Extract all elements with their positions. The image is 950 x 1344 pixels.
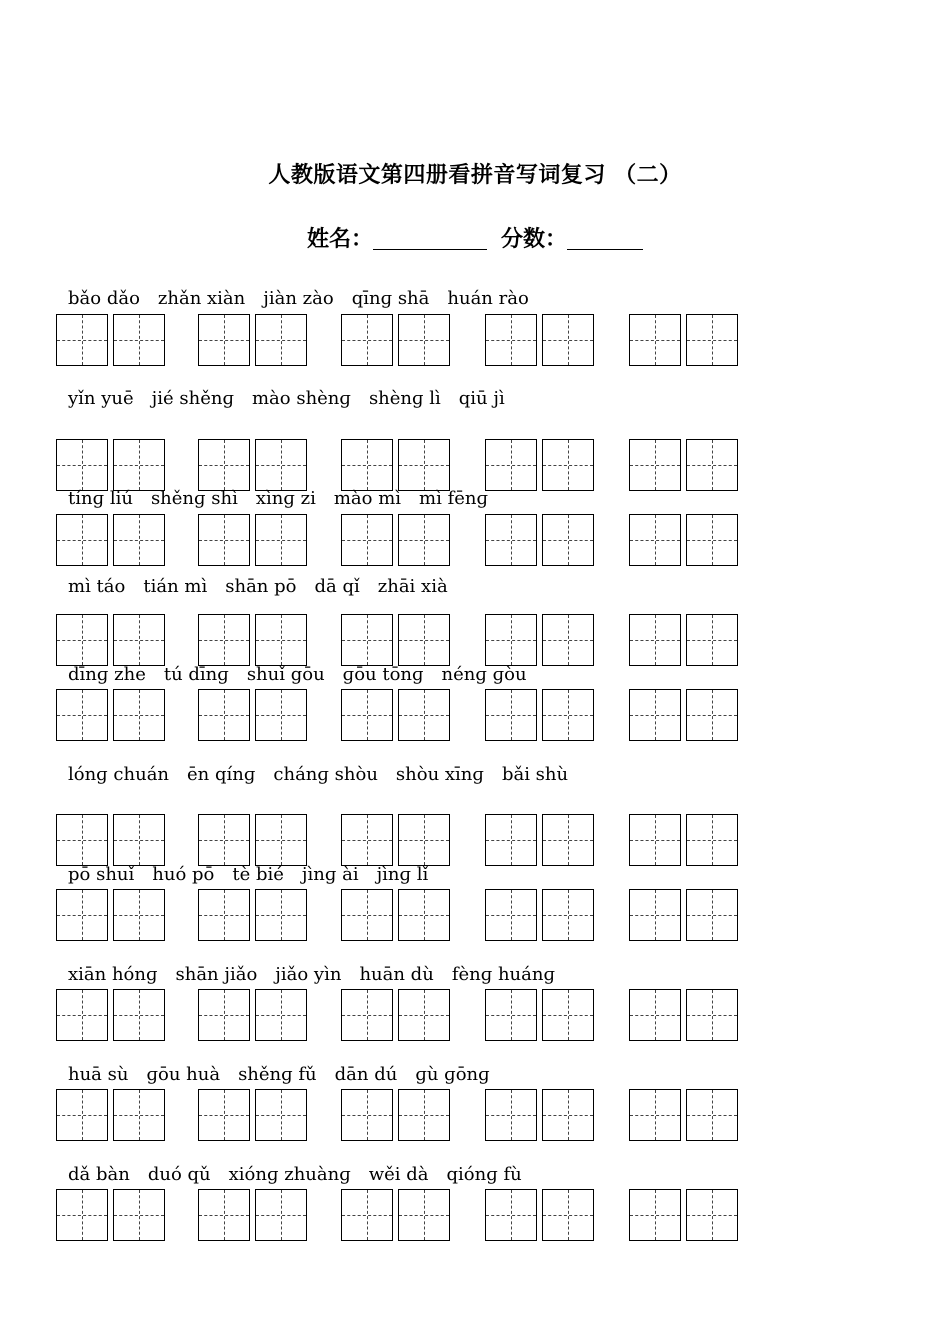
writing-box[interactable] bbox=[542, 314, 594, 366]
pinyin-word: mì táo bbox=[68, 576, 126, 597]
pinyin-word: huán rào bbox=[447, 288, 529, 309]
writing-box[interactable] bbox=[56, 1089, 108, 1141]
pinyin-word: tú dīnɡ bbox=[163, 664, 229, 685]
writing-grid-row bbox=[56, 1089, 746, 1141]
pinyin-line bbox=[68, 1064, 768, 1085]
writing-box[interactable] bbox=[255, 314, 307, 366]
pinyin-word: jìnɡ ài bbox=[301, 864, 359, 885]
writing-grid-row bbox=[56, 689, 746, 741]
page-title: 人教版语文第四册看拼音写词复习 （二） bbox=[268, 162, 682, 188]
pinyin-word: yǐn yuē bbox=[68, 388, 134, 409]
pinyin-word: shān pō bbox=[225, 576, 297, 597]
writing-box[interactable] bbox=[113, 814, 165, 866]
writing-box[interactable] bbox=[56, 989, 108, 1041]
writing-box[interactable] bbox=[398, 889, 450, 941]
writing-box[interactable] bbox=[341, 514, 393, 566]
writing-box[interactable] bbox=[485, 1189, 537, 1241]
writing-box[interactable] bbox=[198, 439, 250, 491]
pinyin-line bbox=[68, 288, 768, 309]
name-blank[interactable] bbox=[373, 227, 487, 250]
writing-box[interactable] bbox=[485, 889, 537, 941]
pinyin-word: shòu xīnɡ bbox=[395, 764, 484, 785]
pinyin-word: bǎo dǎo bbox=[68, 288, 140, 309]
pinyin-word: ēn qínɡ bbox=[187, 764, 256, 785]
writing-box[interactable] bbox=[485, 814, 537, 866]
pinyin-word: shān jiǎo bbox=[175, 964, 258, 985]
writing-box[interactable] bbox=[686, 814, 738, 866]
writing-box[interactable] bbox=[629, 889, 681, 941]
writing-box[interactable] bbox=[686, 689, 738, 741]
writing-box[interactable] bbox=[255, 614, 307, 666]
writing-box[interactable] bbox=[56, 514, 108, 566]
writing-box[interactable] bbox=[542, 614, 594, 666]
pinyin-word: qiū jì bbox=[458, 388, 505, 409]
writing-box[interactable] bbox=[255, 814, 307, 866]
pinyin-word: dīnɡ zhe bbox=[68, 664, 146, 685]
pinyin-word: fènɡ huánɡ bbox=[451, 964, 555, 985]
pinyin-line bbox=[68, 664, 768, 685]
writing-box[interactable] bbox=[686, 889, 738, 941]
pinyin-word: huā sù bbox=[68, 1064, 129, 1085]
writing-box[interactable] bbox=[56, 814, 108, 866]
pinyin-word: ɡōu tōnɡ bbox=[342, 664, 424, 685]
writing-box[interactable] bbox=[542, 439, 594, 491]
pinyin-word: shuǐ gōu bbox=[246, 664, 325, 685]
writing-box[interactable] bbox=[56, 314, 108, 366]
writing-box[interactable] bbox=[113, 689, 165, 741]
writing-box[interactable] bbox=[542, 514, 594, 566]
writing-box[interactable] bbox=[485, 439, 537, 491]
writing-box[interactable] bbox=[341, 1089, 393, 1141]
writing-box[interactable] bbox=[198, 814, 250, 866]
pinyin-line bbox=[68, 488, 768, 509]
writing-box[interactable] bbox=[255, 1189, 307, 1241]
writing-grid-row bbox=[56, 1189, 746, 1241]
writing-box[interactable] bbox=[686, 614, 738, 666]
writing-box[interactable] bbox=[542, 889, 594, 941]
writing-box[interactable] bbox=[113, 614, 165, 666]
writing-box[interactable] bbox=[255, 689, 307, 741]
writing-box[interactable] bbox=[198, 889, 250, 941]
pinyin-word: xìnɡ zi bbox=[255, 488, 316, 509]
pinyin-word: ɡù ɡōnɡ bbox=[415, 1064, 490, 1085]
pinyin-word: jié shěnɡ bbox=[151, 388, 234, 409]
writing-box[interactable] bbox=[341, 889, 393, 941]
pinyin-word: dān dú bbox=[334, 1064, 398, 1085]
score-label: 分数： bbox=[501, 226, 568, 252]
writing-box[interactable] bbox=[686, 1089, 738, 1141]
writing-box[interactable] bbox=[255, 1089, 307, 1141]
writing-box[interactable] bbox=[341, 989, 393, 1041]
writing-box[interactable] bbox=[255, 889, 307, 941]
writing-box[interactable] bbox=[113, 1089, 165, 1141]
pinyin-line bbox=[68, 388, 768, 409]
writing-box[interactable] bbox=[198, 1089, 250, 1141]
writing-box[interactable] bbox=[629, 689, 681, 741]
pinyin-word: xiān hónɡ bbox=[68, 964, 158, 985]
writing-grid-row bbox=[56, 814, 746, 866]
writing-box[interactable] bbox=[56, 439, 108, 491]
writing-grid-row bbox=[56, 314, 746, 366]
pinyin-word: wěi dà bbox=[368, 1164, 429, 1185]
pinyin-word: pō shuǐ bbox=[68, 864, 135, 885]
writing-grid-row bbox=[56, 889, 746, 941]
writing-box[interactable] bbox=[398, 314, 450, 366]
writing-box[interactable] bbox=[629, 314, 681, 366]
pinyin-word: shěnɡ fǔ bbox=[238, 1064, 317, 1085]
writing-box[interactable] bbox=[686, 1189, 738, 1241]
writing-box[interactable] bbox=[255, 989, 307, 1041]
pinyin-line bbox=[68, 764, 768, 785]
writing-box[interactable] bbox=[113, 439, 165, 491]
writing-box[interactable] bbox=[398, 514, 450, 566]
writing-box[interactable] bbox=[398, 439, 450, 491]
writing-box[interactable] bbox=[341, 439, 393, 491]
writing-box[interactable] bbox=[485, 314, 537, 366]
writing-box[interactable] bbox=[398, 989, 450, 1041]
writing-box[interactable] bbox=[56, 614, 108, 666]
writing-box[interactable] bbox=[113, 889, 165, 941]
writing-box[interactable] bbox=[398, 614, 450, 666]
writing-box[interactable] bbox=[255, 514, 307, 566]
pinyin-word: dā qǐ bbox=[314, 576, 360, 597]
writing-box[interactable] bbox=[398, 689, 450, 741]
writing-box[interactable] bbox=[113, 514, 165, 566]
writing-box[interactable] bbox=[542, 814, 594, 866]
pinyin-word: mì fēnɡ bbox=[419, 488, 489, 509]
pinyin-word: mào shènɡ bbox=[251, 388, 351, 409]
pinyin-word: mào mì bbox=[333, 488, 402, 509]
writing-box[interactable] bbox=[56, 689, 108, 741]
student-info bbox=[0, 222, 950, 253]
writing-box[interactable] bbox=[485, 1089, 537, 1141]
writing-box[interactable] bbox=[686, 989, 738, 1041]
pinyin-line bbox=[68, 1164, 768, 1185]
pinyin-word: tián mì bbox=[143, 576, 208, 597]
writing-box[interactable] bbox=[629, 514, 681, 566]
pinyin-word: nénɡ ɡòu bbox=[441, 664, 527, 685]
pinyin-word: jiàn zào bbox=[263, 288, 334, 309]
pinyin-word: lónɡ chuán bbox=[68, 764, 170, 785]
pinyin-word: huān dù bbox=[359, 964, 434, 985]
pinyin-word: chánɡ shòu bbox=[273, 764, 378, 785]
writing-box[interactable] bbox=[198, 1189, 250, 1241]
writing-box[interactable] bbox=[542, 989, 594, 1041]
writing-box[interactable] bbox=[629, 439, 681, 491]
pinyin-line bbox=[68, 864, 768, 885]
writing-box[interactable] bbox=[686, 514, 738, 566]
writing-box[interactable] bbox=[686, 439, 738, 491]
pinyin-word: duó qǔ bbox=[147, 1164, 211, 1185]
writing-box[interactable] bbox=[341, 614, 393, 666]
pinyin-line bbox=[68, 576, 768, 597]
writing-box[interactable] bbox=[629, 1089, 681, 1141]
writing-box[interactable] bbox=[542, 1189, 594, 1241]
pinyin-word: bǎi shù bbox=[501, 764, 569, 785]
writing-box[interactable] bbox=[629, 814, 681, 866]
writing-box[interactable] bbox=[485, 989, 537, 1041]
writing-box[interactable] bbox=[198, 689, 250, 741]
writing-box[interactable] bbox=[686, 314, 738, 366]
pinyin-word: shènɡ lì bbox=[368, 388, 441, 409]
writing-box[interactable] bbox=[485, 614, 537, 666]
writing-box[interactable] bbox=[485, 689, 537, 741]
writing-box[interactable] bbox=[341, 689, 393, 741]
writing-box[interactable] bbox=[113, 314, 165, 366]
writing-box[interactable] bbox=[542, 689, 594, 741]
writing-box[interactable] bbox=[113, 1189, 165, 1241]
writing-box[interactable] bbox=[113, 989, 165, 1041]
pinyin-word: jìnɡ lǐ bbox=[376, 864, 429, 885]
pinyin-word: xiónɡ zhuànɡ bbox=[228, 1164, 351, 1185]
writing-box[interactable] bbox=[198, 514, 250, 566]
pinyin-line bbox=[68, 964, 768, 985]
writing-box[interactable] bbox=[485, 514, 537, 566]
pinyin-word: zhǎn xiàn bbox=[157, 288, 246, 309]
writing-box[interactable] bbox=[198, 614, 250, 666]
writing-box[interactable] bbox=[198, 989, 250, 1041]
writing-box[interactable] bbox=[629, 1189, 681, 1241]
writing-box[interactable] bbox=[629, 989, 681, 1041]
writing-box[interactable] bbox=[56, 1189, 108, 1241]
writing-grid-row bbox=[56, 514, 746, 566]
writing-box[interactable] bbox=[398, 814, 450, 866]
pinyin-word: tè bié bbox=[232, 864, 284, 885]
writing-grid-row bbox=[56, 614, 746, 666]
pinyin-word: qīnɡ shā bbox=[351, 288, 430, 309]
pinyin-word: qiónɡ fù bbox=[446, 1164, 522, 1185]
pinyin-word: ɡōu huà bbox=[146, 1064, 221, 1085]
pinyin-word: shěnɡ shì bbox=[150, 488, 238, 509]
pinyin-word: huó pō bbox=[152, 864, 215, 885]
writing-box[interactable] bbox=[56, 889, 108, 941]
writing-box[interactable] bbox=[341, 1189, 393, 1241]
writing-grid-row bbox=[56, 989, 746, 1041]
writing-box[interactable] bbox=[198, 314, 250, 366]
pinyin-word: jiǎo yìn bbox=[275, 964, 342, 985]
writing-box[interactable] bbox=[341, 314, 393, 366]
writing-box[interactable] bbox=[398, 1189, 450, 1241]
writing-box[interactable] bbox=[542, 1089, 594, 1141]
pinyin-word: zhāi xià bbox=[377, 576, 448, 597]
writing-box[interactable] bbox=[255, 439, 307, 491]
writing-grid-row bbox=[56, 439, 746, 491]
pinyin-word: tínɡ liú bbox=[68, 488, 133, 509]
writing-box[interactable] bbox=[341, 814, 393, 866]
writing-box[interactable] bbox=[629, 614, 681, 666]
pinyin-word: dǎ bàn bbox=[68, 1164, 130, 1185]
writing-box[interactable] bbox=[398, 1089, 450, 1141]
score-blank[interactable] bbox=[567, 227, 643, 250]
name-label: 姓名： bbox=[306, 226, 373, 252]
